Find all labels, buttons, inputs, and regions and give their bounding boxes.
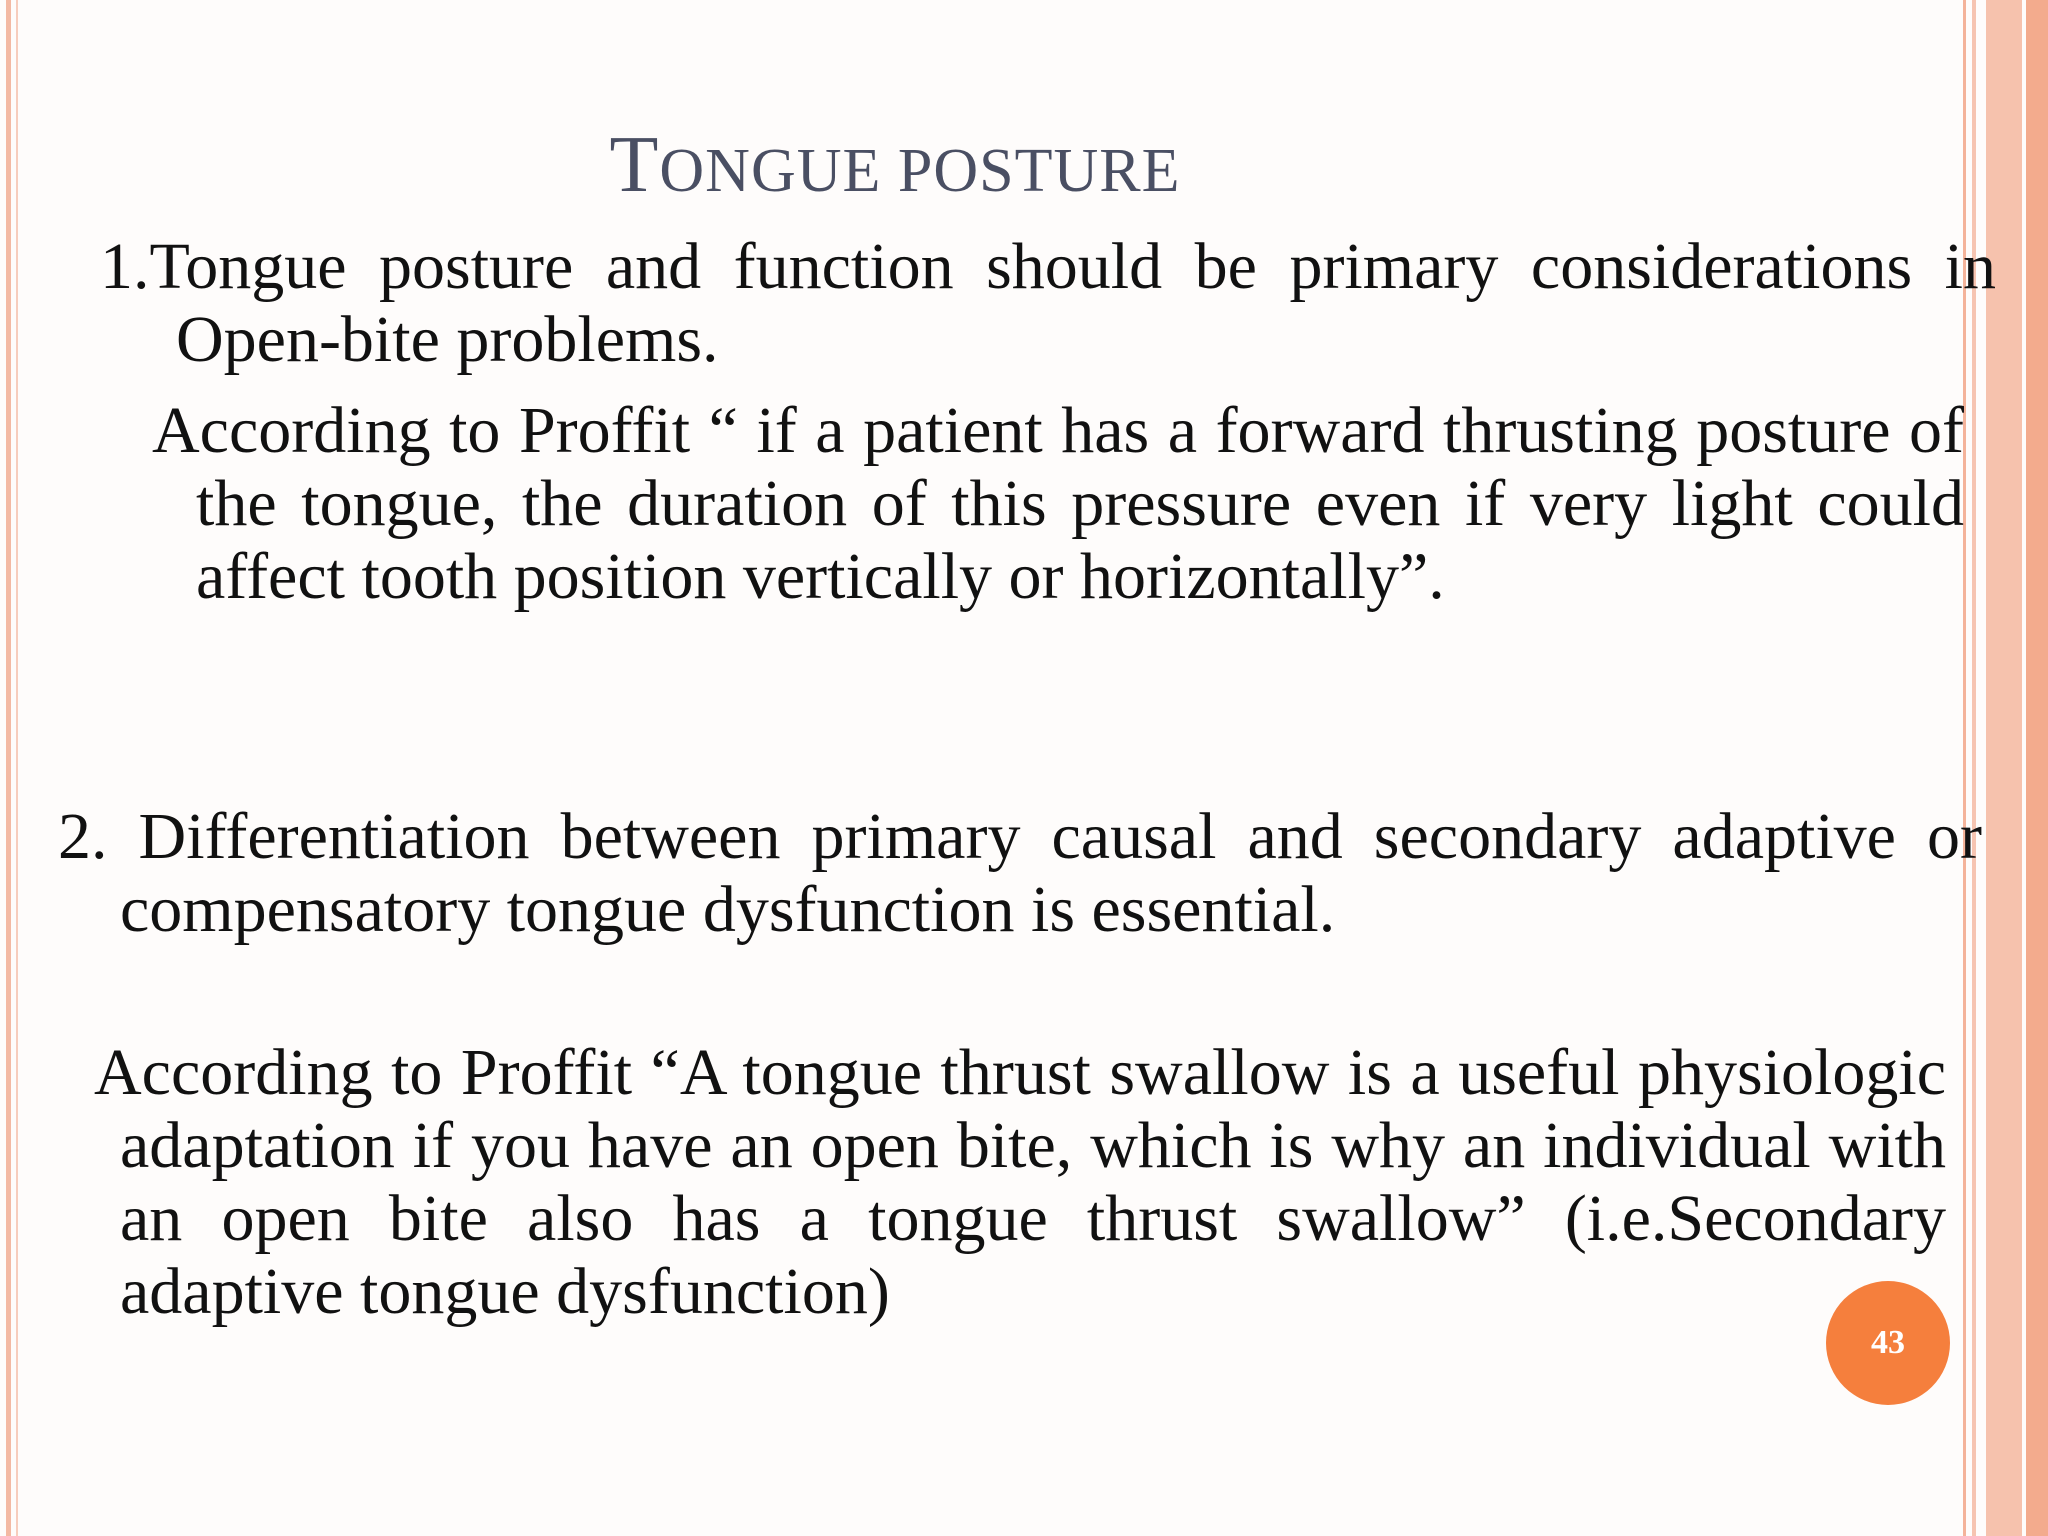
title-rest: ONGUE POSTURE	[659, 137, 1181, 205]
page-number-badge: 43	[1826, 1281, 1950, 1405]
paragraph-4: According to Proffit “A tongue thrust swallow is a useful physiologic adaptation if you have an open bite, which is why an individual with an open bite also has a tongue thrust swallow” (i.e.Secondary adaptive tongue dysfunction)	[94, 1036, 1946, 1328]
slide-title	[0, 120, 1790, 211]
right-border-line-3	[2026, 0, 2048, 1536]
left-border-line-inner	[16, 0, 18, 1536]
paragraph-3: 2. Differentiation between primary causal and secondary adaptive or compensatory tongue dysfunction is essential.	[58, 800, 1982, 946]
left-border-line	[6, 0, 11, 1536]
title-initial: T	[609, 121, 660, 209]
paragraph-2: According to Proffit “ if a patient has a forward thrusting posture of the tongue, the duration of this pressure even if very light could affect tooth position vertically or horizontally”.	[152, 394, 1964, 613]
paragraph-1: 1.Tongue posture and function should be primary considerations in Open-bite problems.	[100, 230, 1996, 376]
